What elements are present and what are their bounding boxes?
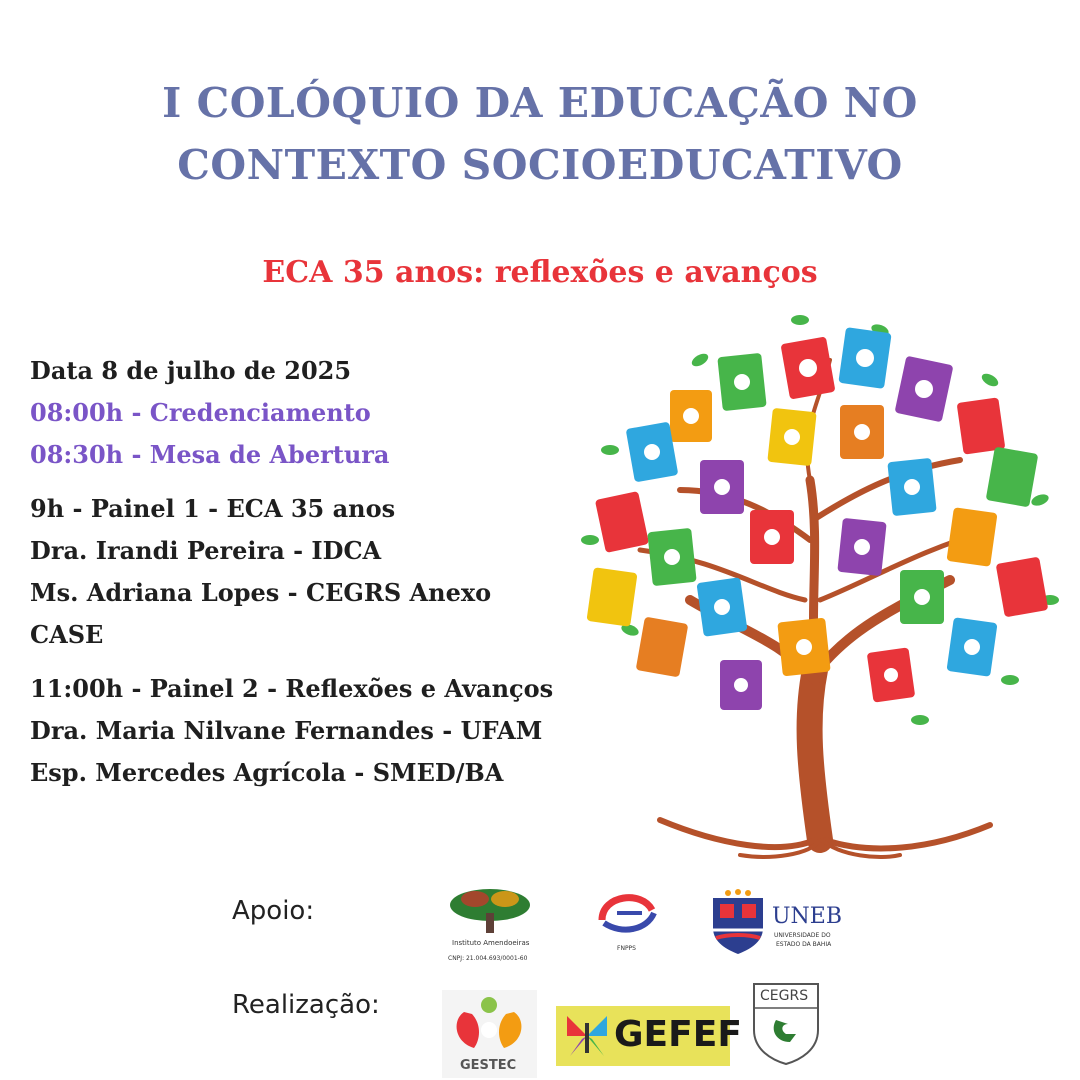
gefef-logo: [556, 1006, 742, 1066]
schedule-block: [30, 350, 610, 794]
event-title: [0, 72, 1080, 196]
event-date: Data 8 de julho de 2025: [30, 356, 352, 385]
credentialing-time: 08:00h - Credenciamento: [30, 398, 371, 427]
panel1-speaker-2: Ms. Adriana Lopes - CEGRS Anexo: [30, 578, 492, 607]
uneb-name: UNEB: [772, 904, 843, 929]
gestec-name: GESTEC: [460, 1058, 517, 1073]
panel1-speaker-2-cont: CASE: [30, 620, 104, 649]
gefef-name: GEFEF: [614, 1014, 742, 1055]
amendoeiras-name: Instituto Amendoeiras: [452, 939, 530, 947]
uneb-crest-icon: [708, 888, 768, 956]
event-subtitle: ECA 35 anos: reflexões e avanços: [262, 255, 818, 290]
uneb-logo: [708, 888, 848, 958]
book-tree-illustration: [570, 300, 1070, 860]
uneb-subtext-1: UNIVERSIDADE DO: [774, 932, 831, 939]
uneb-subtext-2: ESTADO DA BAHIA: [776, 941, 832, 948]
panel1-speaker-1: Dra. Irandi Pereira - IDCA: [30, 536, 382, 565]
cegrs-name: CEGRS: [760, 988, 809, 1004]
support-label: Apoio:: [232, 896, 315, 926]
realization-label: Realização:: [232, 990, 380, 1020]
panel2-title: 11:00h - Painel 2 - Reflexões e Avanços: [30, 674, 554, 703]
gestec-figure-icon: [442, 990, 537, 1055]
butterfly-icon: [562, 1011, 612, 1061]
fnpps-logo: [592, 885, 662, 960]
instituto-amendoeiras-logo: [440, 885, 540, 970]
title-line-2: CONTEXTO SOCIOEDUCATIVO: [177, 141, 903, 189]
panel2-speaker-2: Esp. Mercedes Agrícola - SMED/BA: [30, 758, 504, 787]
fnpps-swoosh-icon: [592, 885, 662, 940]
opening-time: 08:30h - Mesa de Abertura: [30, 440, 390, 469]
cegrs-logo: [750, 980, 822, 1066]
title-line-1: I COLÓQUIO DA EDUCAÇÃO NO: [162, 79, 918, 127]
panel1-title: 9h - Painel 1 - ECA 35 anos: [30, 494, 396, 523]
fnpps-name: FNPPS: [617, 945, 636, 952]
gestec-logo: [442, 990, 537, 1078]
panel2-speaker-1: Dra. Maria Nilvane Fernandes - UFAM: [30, 716, 543, 745]
tree-logo-icon: [440, 885, 540, 935]
amendoeiras-cnpj: CNPJ: 21.004.693/0001-60: [448, 955, 528, 962]
